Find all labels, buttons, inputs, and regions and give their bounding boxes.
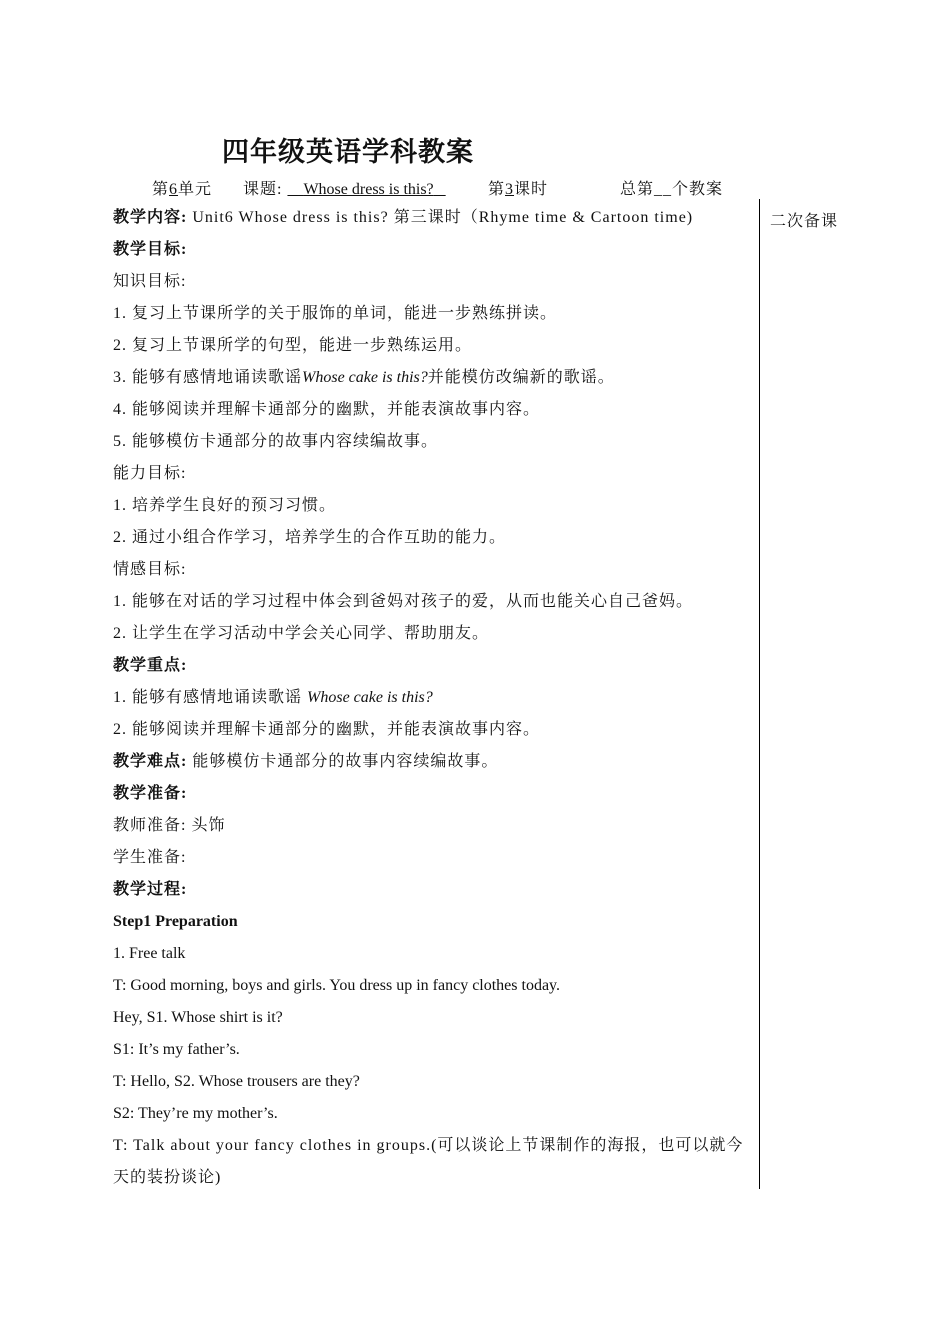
- lesson-plan-body: [113, 202, 753, 1194]
- emotion-goals-label: 情感目标:: [113, 561, 187, 578]
- process-heading: 教学过程:: [113, 881, 188, 898]
- emotion-goal-2: 2. 让学生在学习活动中学会关心同学、帮助朋友。: [113, 625, 490, 642]
- process-line-6: S2: They’re my mother’s.: [113, 1105, 278, 1122]
- difficulty-label: 教学难点:: [113, 753, 188, 770]
- ability-goal-1: 1. 培养学生良好的预习习惯。: [113, 497, 337, 514]
- lesson-info: [488, 176, 548, 199]
- unit-suffix: 单元: [178, 181, 213, 198]
- column-divider: [759, 199, 760, 1189]
- process-line-1: 1. Free talk: [113, 945, 186, 962]
- difficulty: [113, 746, 753, 778]
- process-line-4: S1: It’s my father’s.: [113, 1041, 240, 1058]
- difficulty-value: 能够模仿卡通部分的故事内容续编故事。: [187, 753, 499, 770]
- knowledge-goals-label: 知识目标:: [113, 273, 187, 290]
- knowledge-goal-3: 3. 能够有感情地诵读歌谣Whose cake is this?并能模仿改编新的歌谣。: [113, 369, 615, 386]
- knowledge-goal-5: 5. 能够模仿卡通部分的故事内容续编故事。: [113, 433, 439, 450]
- knowledge-goal-4: 4. 能够阅读并理解卡通部分的幽默，并能表演故事内容。: [113, 401, 541, 418]
- preparation-heading: 教学准备:: [113, 785, 188, 802]
- process-line-5: T: Hello, S2. Whose trousers are they?: [113, 1073, 360, 1090]
- lesson-prefix: 第: [488, 181, 506, 198]
- process-line-2: T: Good morning, boys and girls. You dress up in fancy clothes today.: [113, 977, 561, 994]
- teaching-content-value: Unit6 Whose dress is this? 第三课时（Rhyme time & Cartoon time): [187, 209, 694, 226]
- lesson-suffix: 课时: [514, 181, 549, 198]
- teaching-content-label: 教学内容:: [113, 209, 188, 226]
- secondary-prep-label: 二次备课: [770, 213, 839, 230]
- process-line-7: T: Talk about your fancy clothes in groups.(可以谈论上节课制作的海报，也可以就今天的装扮谈论): [113, 1137, 744, 1186]
- unit-prefix: 第: [152, 181, 170, 198]
- teacher-preparation: 教师准备: 头饰: [113, 817, 226, 834]
- total-lesson-plan: 总第__个教案: [620, 181, 724, 198]
- emotion-goal-1: 1. 能够在对话的学习过程中体会到爸妈对孩子的爱，从而也能关心自己爸妈。: [113, 593, 694, 610]
- ability-goal-2: 2. 通过小组合作学习，培养学生的合作互助的能力。: [113, 529, 507, 546]
- lesson-number: 3: [505, 181, 515, 198]
- topic-label: 课题:: [243, 181, 283, 198]
- goals-heading: 教学目标:: [113, 241, 188, 258]
- ability-goals-label: 能力目标:: [113, 465, 187, 482]
- process-line-3: Hey, S1. Whose shirt is it?: [113, 1009, 283, 1026]
- knowledge-goal-1: 1. 复习上节课所学的关于服饰的单词，能进一步熟练拼读。: [113, 305, 558, 322]
- teaching-content: [113, 202, 753, 234]
- focus-1: 1. 能够有感情地诵读歌谣 Whose cake is this?: [113, 689, 433, 706]
- page-title: 四年级英语学科教案: [222, 137, 474, 168]
- topic-info: [243, 176, 446, 199]
- unit-number: 6: [169, 181, 179, 198]
- student-preparation: 学生准备:: [113, 849, 187, 866]
- topic-value: Whose dress is this?: [303, 181, 434, 198]
- focus-heading: 教学重点:: [113, 657, 188, 674]
- focus-2: 2. 能够阅读并理解卡通部分的幽默，并能表演故事内容。: [113, 721, 541, 738]
- song-title: Whose cake is this?: [307, 689, 433, 706]
- knowledge-goal-2: 2. 复习上节课所学的句型，能进一步熟练运用。: [113, 337, 473, 354]
- step1-heading: Step1 Preparation: [113, 913, 238, 930]
- unit-info: [152, 176, 212, 199]
- song-title: Whose cake is this?: [302, 369, 428, 386]
